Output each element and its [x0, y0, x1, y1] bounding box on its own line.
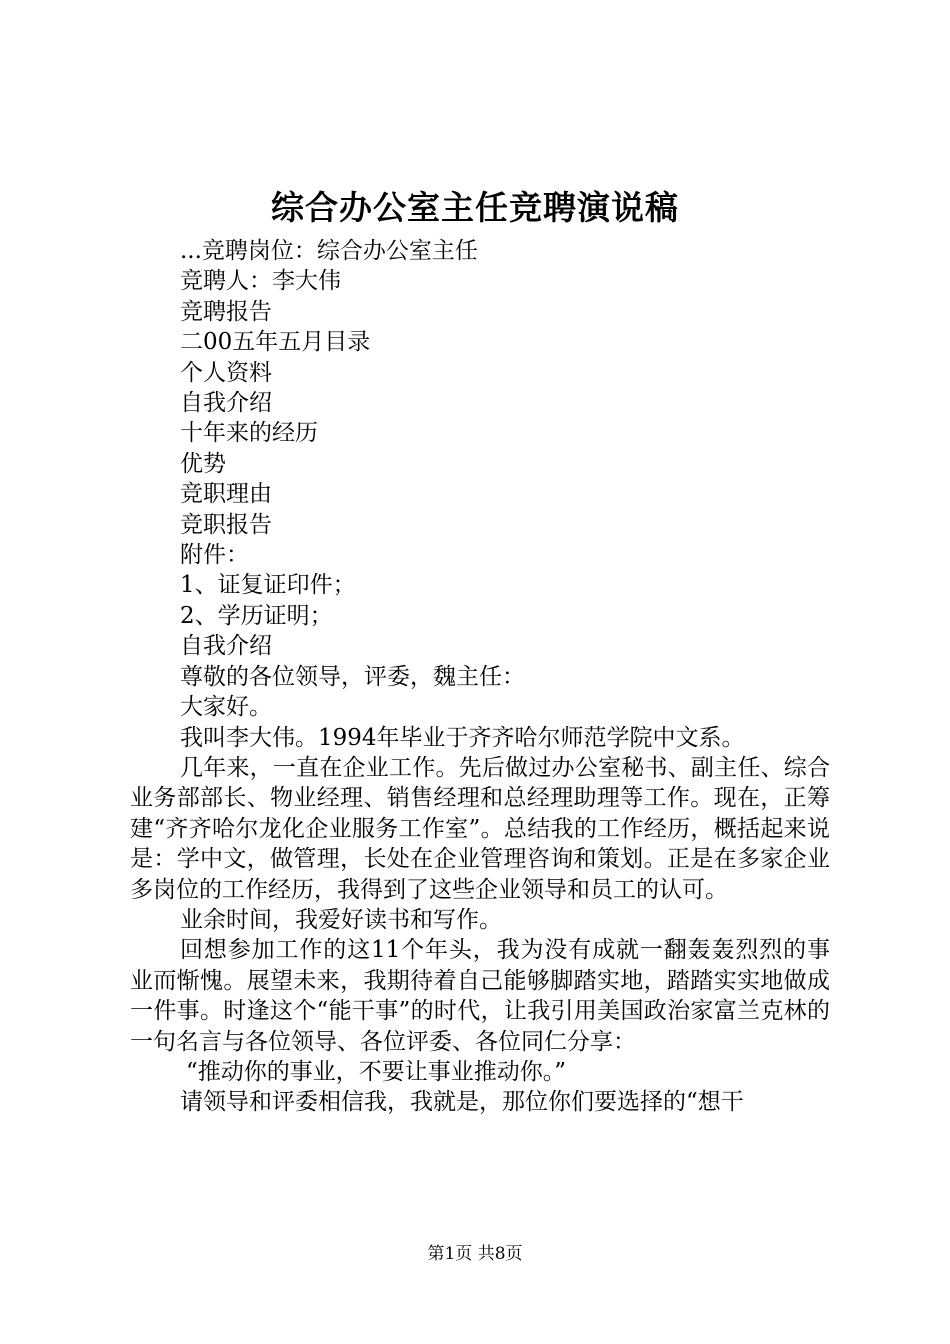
line-report-heading: 竞聘报告 [180, 298, 272, 325]
line-candidate: 竞聘人：李大伟 [180, 268, 341, 295]
toc-item: 十年来的经历 [180, 420, 318, 447]
toc-item: 个人资料 [180, 359, 272, 386]
toc-item: 优势 [180, 450, 226, 477]
attachment-item: 2、学历证明； [180, 602, 333, 629]
toc-item: 竞职理由 [180, 481, 272, 508]
line-date-toc: 二00五年五月目录 [180, 329, 371, 356]
paragraph-closing: 请领导和评委相信我，我就是，那位你们要选择的“想干 [180, 1089, 744, 1116]
paragraph-hobbies: 业余时间，我爱好读书和写作。 [180, 906, 502, 933]
paragraph-experience: 几年来，一直在企业工作。先后做过办公室秘书、副主任、综合业务部部长、物业经理、销售经理和总经理助理等工作。现在，正筹建“齐齐哈尔龙化企业服务工作室”。总结我的工作经历，概括起来说是：学中文，做管理，长处在企业管理咨询和策划。正是在多家企业多岗位的工作经历，我得到了这些企业领导和员工的认可。 [130, 754, 830, 903]
attachment-item: 1、证复证印件； [180, 572, 356, 599]
paragraph-reflection: 回想参加工作的这11个年头，我为没有成就一翻轰轰烈烈的事业而惭愧。展望未来，我期待着自己能够脚踏实地，踏踏实实地做成一件事。时逢这个“能干事”的时代，让我引用美国政治家富兰克林的一句名言与各位领导、各位评委、各位同仁分享： [130, 937, 830, 1055]
greeting: 大家好。 [180, 694, 272, 721]
salutation: 尊敬的各位领导，评委，魏主任： [180, 663, 525, 690]
section-heading: 自我介绍 [180, 633, 272, 660]
attachments-heading: 附件： [180, 542, 249, 569]
toc-item: 竞职报告 [180, 511, 272, 538]
line-position: ...竞聘岗位：综合办公室主任 [180, 238, 478, 264]
toc-item: 自我介绍 [180, 390, 272, 417]
intro-line: 我叫李大伟。1994年毕业于齐齐哈尔师范学院中文系。 [180, 724, 745, 751]
page-footer: 第1页 共8页 [427, 1244, 523, 1264]
document-body [130, 236, 830, 1118]
document-title: 综合办公室主任竞聘演说稿 [271, 188, 679, 227]
quote: “推动你的事业，不要让事业推动你。” [186, 1058, 567, 1085]
